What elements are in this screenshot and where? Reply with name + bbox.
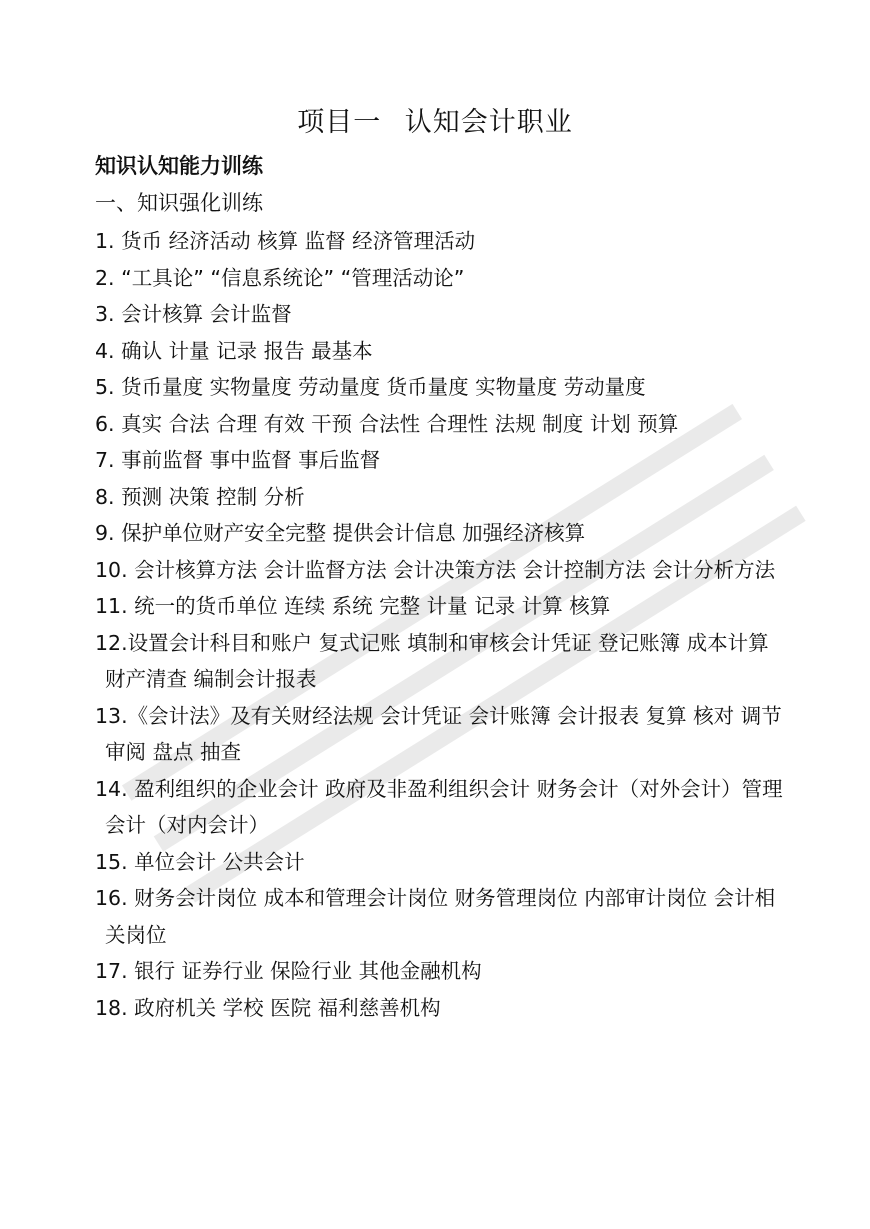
answer-item: 15. 单位会计 公共会计 <box>95 849 305 874</box>
answer-item: 8. 预测 决策 控制 分析 <box>95 484 305 509</box>
answer-item: 18. 政府机关 学校 医院 福利慈善机构 <box>95 995 441 1020</box>
answer-item: 17. 银行 证券行业 保险行业 其他金融机构 <box>95 959 482 983</box>
answer-item: 11. 统一的货币单位 连续 系统 完整 计量 记录 计算 核算 <box>95 594 611 618</box>
answer-list <box>95 223 785 1026</box>
sub-heading: 一、知识强化训练 <box>95 191 263 215</box>
answer-item: 5. 货币量度 实物量度 劳动量度 货币量度 实物量度 劳动量度 <box>95 375 646 399</box>
answer-item: 12.设置会计科目和账户 复式记账 填制和审核会计凭证 登记账簿 成本计算 财产清查 编制会计报表 <box>95 630 769 691</box>
answer-item: 14. 盈利组织的企业会计 政府及非盈利组织会计 财务会计（对外会计）管理会计（对内会计） <box>95 776 783 837</box>
answer-item: 10. 会计核算方法 会计监督方法 会计决策方法 会计控制方法 会计分析方法 <box>95 557 776 582</box>
answer-item: 2. “工具论” “信息系统论” “管理活动论” <box>95 265 465 290</box>
answer-item: 7. 事前监督 事中监督 事后监督 <box>95 448 381 472</box>
answer-item: 1. 货币 经济活动 核算 监督 经济管理活动 <box>95 229 476 253</box>
answer-item: 4. 确认 计量 记录 报告 最基本 <box>95 338 373 363</box>
section-heading: 知识认知能力训练 <box>95 154 263 178</box>
answer-item: 13.《会计法》及有关财经法规 会计凭证 会计账簿 会计报表 复算 核对 调节 审阅 盘点 抽查 <box>95 703 782 764</box>
answer-item: 6. 真实 合法 合理 有效 干预 合法性 合理性 法规 制度 计划 预算 <box>95 411 679 436</box>
page-title: 项目一 认知会计职业 <box>297 107 573 138</box>
answer-item: 9. 保护单位财产安全完整 提供会计信息 加强经济核算 <box>95 521 586 545</box>
answer-item: 16. 财务会计岗位 成本和管理会计岗位 财务管理岗位 内部审计岗位 会计相关岗位 <box>95 886 776 947</box>
answer-item: 3. 会计核算 会计监督 <box>95 302 292 326</box>
